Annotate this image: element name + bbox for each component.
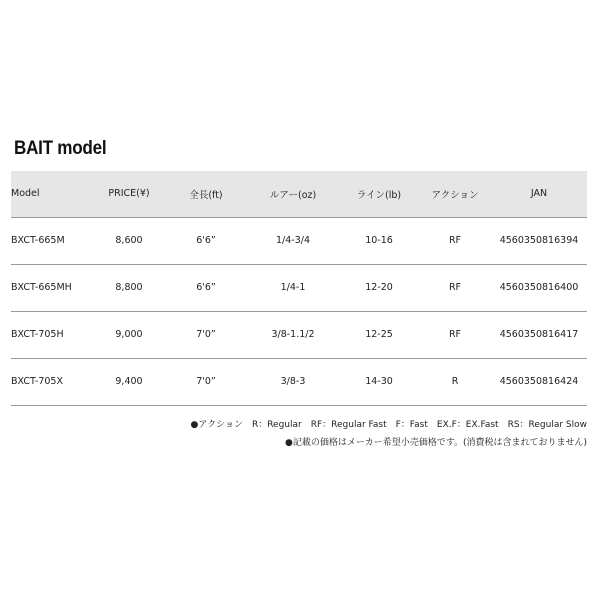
cell-line: 12-20	[339, 264, 419, 311]
cell-price: 9,000	[93, 311, 165, 358]
cell-action: RF	[419, 217, 491, 264]
cell-length: 6'6”	[165, 217, 247, 264]
cell-action: RF	[419, 264, 491, 311]
note-price-disclaimer	[191, 434, 587, 452]
cell-line: 14-30	[339, 358, 419, 405]
cell-model: BXCT-665M	[11, 217, 93, 264]
cell-line: 12-25	[339, 311, 419, 358]
header-lure: ルアー(oz)	[247, 171, 339, 217]
section-title: BAIT model	[14, 138, 107, 159]
table-row	[11, 264, 587, 311]
bullet-icon: ●	[190, 420, 199, 430]
cell-action: R	[419, 358, 491, 405]
cell-price: 9,400	[93, 358, 165, 405]
cell-model: BXCT-705X	[11, 358, 93, 405]
header-action: アクション	[419, 171, 491, 217]
footnotes	[191, 416, 587, 452]
cell-lure: 1/4-3/4	[247, 217, 339, 264]
header-length: 全長(ft)	[165, 171, 247, 217]
note-price-text: 記載の価格はメーカー希望小売価格です。(消費税は含まれておりません)	[292, 438, 587, 448]
cell-lure: 1/4-1	[247, 264, 339, 311]
cell-lure: 3/8-1.1/2	[247, 311, 339, 358]
header-price: PRICE(¥)	[93, 171, 165, 217]
spec-table	[11, 171, 587, 406]
table-row	[11, 311, 587, 358]
note-action-text: アクション R：Regular RF：Regular Fast F：Fast EX.F：EX.Fast RS：Regular Slow	[198, 420, 587, 430]
header-jan: JAN	[491, 171, 587, 217]
cell-length: 7'0”	[165, 311, 247, 358]
cell-price: 8,600	[93, 217, 165, 264]
cell-model: BXCT-705H	[11, 311, 93, 358]
cell-length: 6'6”	[165, 264, 247, 311]
header-line: ライン(lb)	[339, 171, 419, 217]
cell-length: 7'0”	[165, 358, 247, 405]
cell-jan: 4560350816394	[491, 217, 587, 264]
cell-model: BXCT-665MH	[11, 264, 93, 311]
cell-jan: 4560350816417	[491, 311, 587, 358]
cell-line: 10-16	[339, 217, 419, 264]
bullet-icon: ●	[285, 438, 293, 448]
cell-jan: 4560350816400	[491, 264, 587, 311]
note-action-legend	[191, 416, 587, 434]
table-row	[11, 358, 587, 405]
table-row	[11, 217, 587, 264]
table-header-row	[11, 171, 587, 217]
cell-action: RF	[419, 311, 491, 358]
cell-jan: 4560350816424	[491, 358, 587, 405]
cell-lure: 3/8-3	[247, 358, 339, 405]
cell-price: 8,800	[93, 264, 165, 311]
header-model: Model	[11, 171, 93, 217]
